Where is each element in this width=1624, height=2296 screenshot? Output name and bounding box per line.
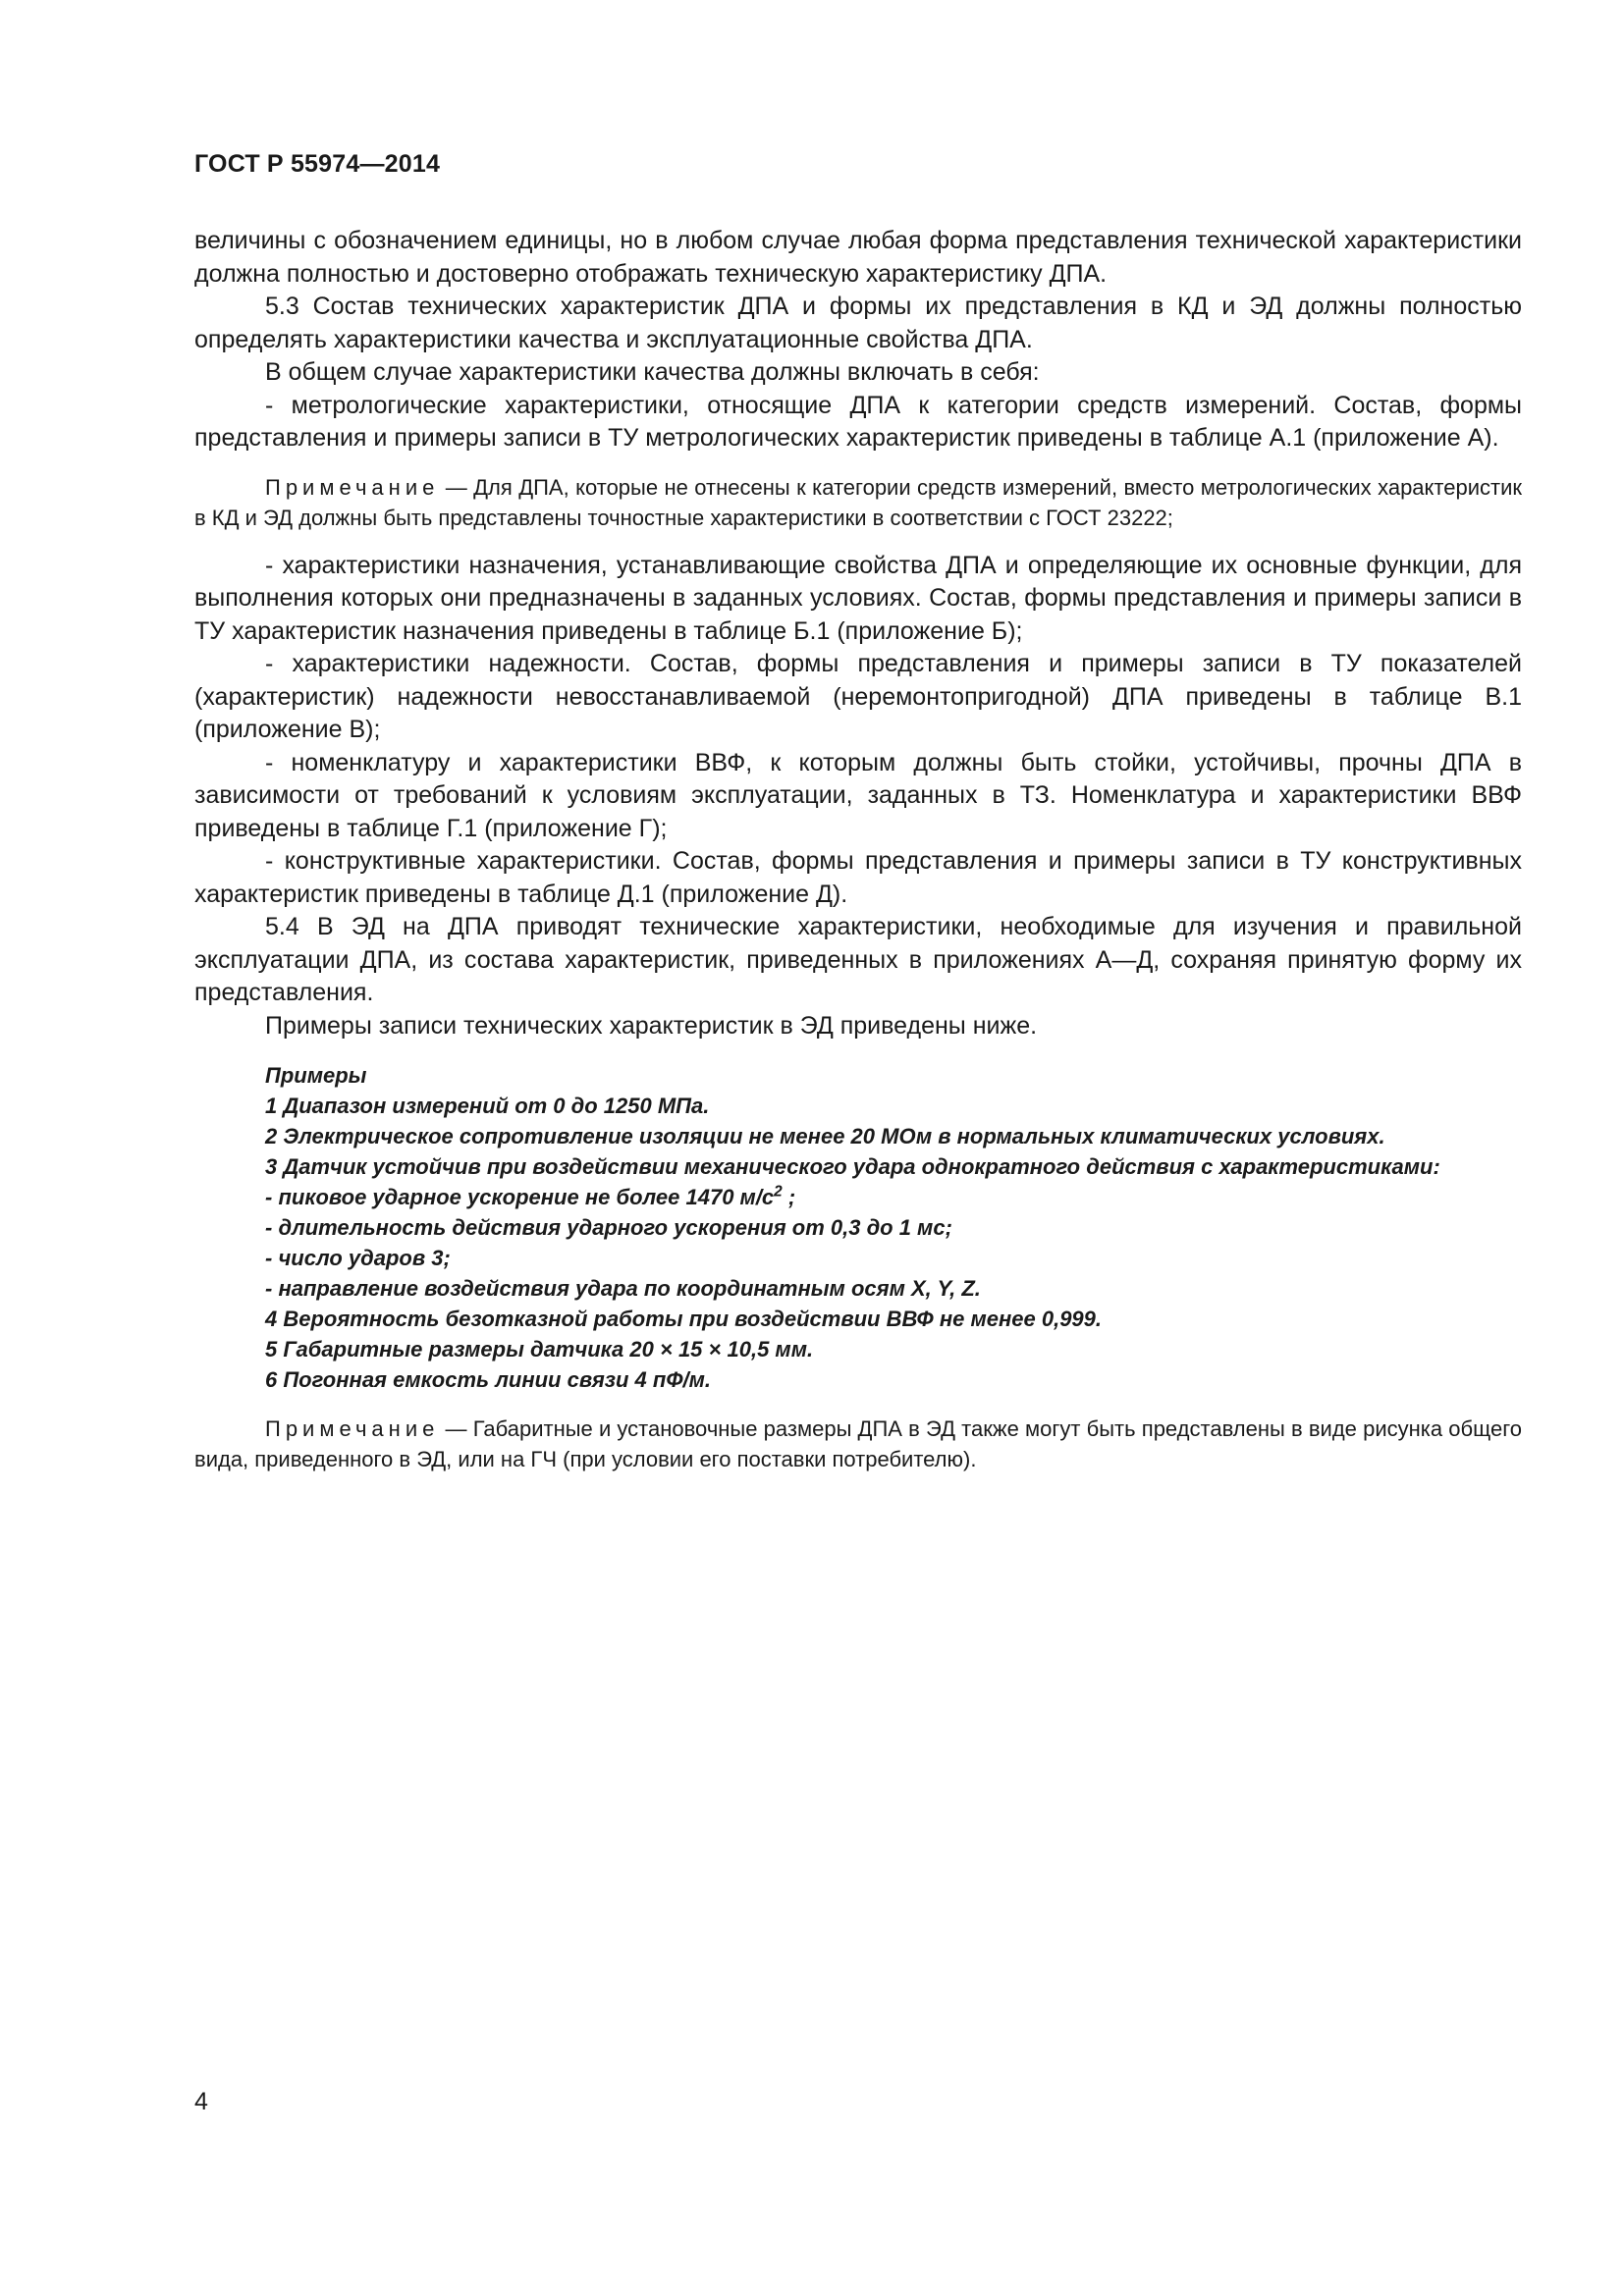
example-3b: - длительность действия ударного ускорения от 0,3 до 1 мс; [265, 1215, 952, 1240]
example-3a-text: - пиковое ударное ускорение не более 1470 м/с [265, 1185, 775, 1209]
document-header: ГОСТ Р 55974—2014 [194, 150, 441, 178]
example-2: 2 Электрическое сопротивление изоляции не менее 20 МОм в нормальных климатических условиях. [265, 1124, 1385, 1148]
paragraph-5-3: 5.3 Состав технических характеристик ДПА и формы их представления в КД и ЭД должны полностью определять характеристики качества и эксплуатационные свойства ДПА. [194, 293, 1522, 353]
paragraph-5-4: 5.4 В ЭД на ДПА приводят технические характеристики, необходимые для изучения и правильной эксплуатации ДПА, из состава характеристик, приведенных в приложениях А—Д, сохраняя принятую форму их представления. [194, 913, 1522, 1006]
example-3a-end: ; [782, 1185, 796, 1209]
example-3c: - число ударов 3; [265, 1246, 451, 1270]
note-label: Примечание [265, 1416, 440, 1441]
examples-title: Примеры [265, 1063, 367, 1088]
item-reliability: - характеристики надежности. Состав, формы представления и примеры записи в ТУ показателей (характеристик) надежности невосстанавливаемой (неремонтопригодной) ДПА приведены в таблице В.1 (приложение В); [194, 650, 1522, 743]
page-number: 4 [194, 2088, 208, 2115]
item-vvf: - номенклатуру и характеристики ВВФ, к которым должны быть стойки, устойчивы, прочны ДПА в зависимости от требований к условиям эксплуатации, заданных в ТЗ. Номенклатура и характеристики ВВФ приведены в таблице Г.1 (приложение Г); [194, 748, 1522, 842]
note-text: Для ДПА, которые не отнесены к категории средств измерений, вместо метрологических характеристик в КД и ЭД должны быть представлены точностные характеристики в соответствии с ГОСТ 23222; [194, 474, 1522, 530]
paragraph-continuation: величины с обозначением единицы, но в любом случае любая форма представления технической характеристики должна полностью и достоверно отображать техническую характеристику ДПА. [194, 227, 1522, 288]
note-label: Примечание [265, 474, 440, 500]
item-purpose: - характеристики назначения, устанавливающие свойства ДПА и определяющие их основные функции, для выполнения которых они предназначены в заданных условиях. Состав, формы представления и примеры записи в ТУ характеристик назначения приведены в таблице Б.1 (приложение Б); [194, 551, 1522, 645]
item-construction: - конструктивные характеристики. Состав, формы представления и примеры записи в ТУ конструктивных характеристик приведены в таблице Д.1 (приложение Д). [194, 847, 1522, 908]
note-metrological [194, 472, 1522, 533]
note-dash: — [439, 1416, 473, 1441]
item-metrological: - метрологические характеристики, относящие ДПА к категории средств измерений. Состав, формы представления и примеры записи в ТУ метрологических характеристик приведены в таблице А.1 (приложение А). [194, 391, 1522, 452]
examples-block [194, 1060, 1522, 1395]
example-3a [194, 1182, 1522, 1212]
example-6: 6 Погонная емкость линии связи 4 пФ/м. [265, 1367, 712, 1392]
example-5: 5 Габаритные размеры датчика 20 × 15 × 10,5 мм. [265, 1337, 814, 1362]
example-4: 4 Вероятность безотказной работы при воздействии ВВФ не менее 0,999. [265, 1307, 1103, 1331]
note-dash: — [439, 474, 474, 500]
example-1: 1 Диапазон измерений от 0 до 1250 МПа. [265, 1094, 710, 1118]
paragraph-quality-intro: В общем случае характеристики качества должны включать в себя: [265, 358, 1040, 386]
note-text: Габаритные и установочные размеры ДПА в ЭД также могут быть представлены в виде рисунка общего вида, приведенного в ЭД, или на ГЧ (при условии его поставки потребителю). [194, 1416, 1522, 1471]
example-3: 3 Датчик устойчив при воздействии механического удара однократного действия с характеристиками: [265, 1154, 1440, 1179]
example-3a-superscript: 2 [774, 1183, 783, 1201]
document-body [194, 225, 1522, 1474]
note-dimensions [194, 1414, 1522, 1474]
example-3d: - направление воздействия удара по координатным осям X, Y, Z. [265, 1276, 981, 1301]
paragraph-examples-intro: Примеры записи технических характеристик в ЭД приведены ниже. [265, 1011, 1038, 1040]
